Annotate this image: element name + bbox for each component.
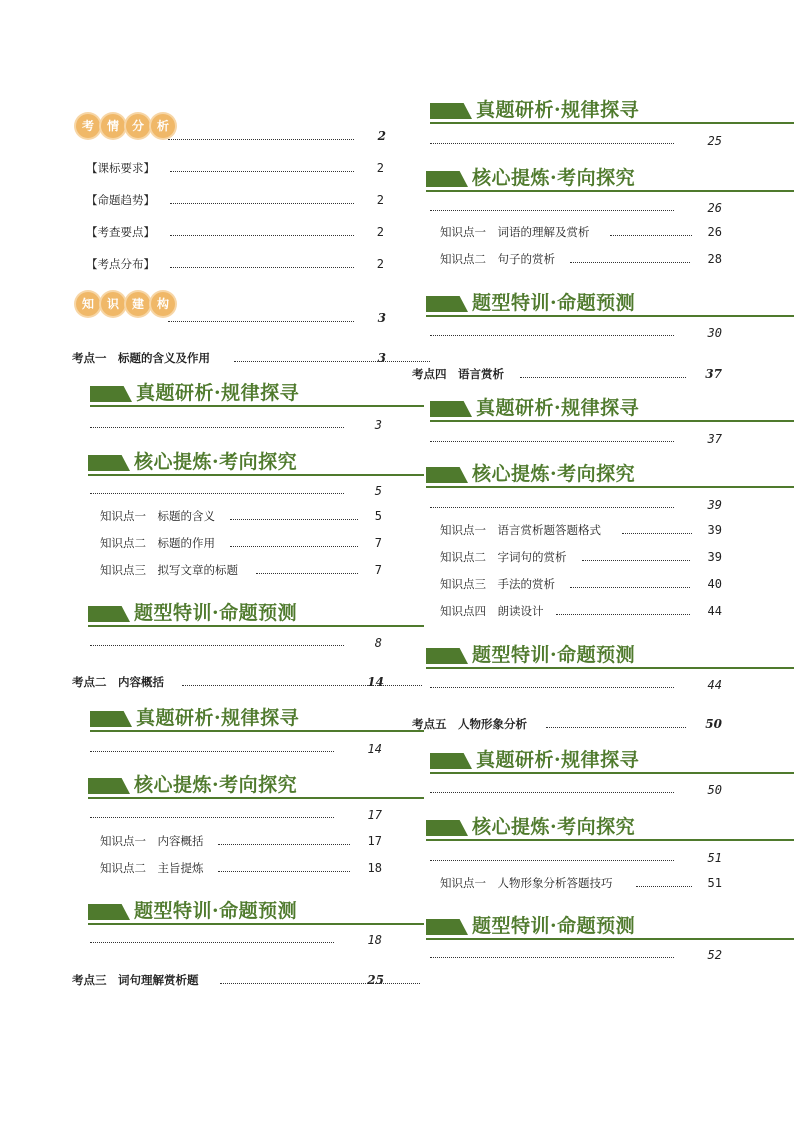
banner-page-row (430, 783, 724, 799)
banner-title: 核心提炼·考向探究 (134, 774, 298, 796)
leader-dots (430, 209, 674, 211)
leader-dots (90, 750, 334, 752)
page-number: 50 (705, 717, 722, 731)
toc-kaodian-4[interactable] (412, 366, 724, 382)
section-banner[interactable] (426, 913, 794, 941)
leader-dots (430, 956, 674, 958)
banner-shape (430, 401, 472, 417)
toc-kaodian-1[interactable] (72, 350, 386, 366)
banner-title: 真题研析·规律探寻 (136, 707, 300, 729)
leader-dots (218, 843, 350, 845)
leader-dots (610, 234, 692, 236)
entry-label: 考点三 词句理解赏析题 (72, 973, 199, 987)
banner-rule (88, 625, 424, 627)
page-number: 14 (367, 742, 382, 756)
page-number: 44 (707, 604, 722, 618)
section-banner[interactable] (426, 642, 794, 670)
section-banner[interactable] (426, 165, 794, 193)
section-banner[interactable] (88, 600, 424, 628)
banner-title: 核心提炼·考向探究 (134, 451, 298, 473)
banner-page-row (90, 484, 384, 500)
leader-dots (182, 684, 422, 686)
leader-dots (256, 572, 358, 574)
entry-label: 知识点二 主旨提炼 (100, 861, 204, 875)
leader-dots (430, 506, 674, 508)
entry-label: 知识点三 拟写文章的标题 (100, 563, 238, 577)
entry-label: 知识点二 字词句的赏析 (440, 550, 567, 564)
page-number: 39 (707, 498, 722, 512)
entry-label: 【考点分布】 (86, 257, 155, 271)
page-number: 25 (367, 973, 384, 987)
page-number: 5 (374, 509, 382, 523)
page-number: 3 (377, 311, 386, 325)
toc-entry[interactable] (86, 224, 386, 240)
banner-page-row (90, 742, 384, 758)
leader-dots (170, 266, 354, 268)
entry-label: 考点一 标题的含义及作用 (72, 351, 210, 365)
leader-dots (220, 982, 420, 984)
banner-rule (430, 420, 794, 422)
entry-label: 知识点一 标题的含义 (100, 509, 215, 523)
banner-shape (88, 904, 130, 920)
page-number: 2 (376, 225, 384, 239)
banner-shape (88, 778, 130, 794)
page-number: 7 (374, 563, 382, 577)
page-number: 2 (376, 161, 384, 175)
banner-page-row (430, 948, 724, 964)
section-banner[interactable] (430, 97, 794, 125)
toc-entry-kaoqing[interactable] (168, 128, 386, 144)
badge-char: 情 (101, 114, 125, 138)
badge-char: 知 (76, 292, 100, 316)
banner-title: 题型特训·命题预测 (472, 915, 636, 937)
page-number: 40 (707, 577, 722, 591)
entry-label: 考点五 人物形象分析 (412, 717, 527, 731)
banner-page-row (430, 134, 724, 150)
banner-title: 核心提炼·考向探究 (472, 167, 636, 189)
entry-label: 【考查要点】 (86, 225, 155, 239)
page-number: 2 (376, 257, 384, 271)
entry-label: 【课标要求】 (86, 161, 155, 175)
banner-shape (426, 296, 468, 312)
banner-page-row (430, 851, 724, 867)
banner-title: 题型特训·命题预测 (134, 900, 298, 922)
toc-entry[interactable] (86, 256, 386, 272)
banner-rule (430, 772, 794, 774)
banner-rule (426, 839, 794, 841)
leader-dots (622, 532, 692, 534)
page-number: 8 (374, 636, 382, 650)
toc-entry[interactable] (440, 522, 724, 538)
banner-page-row (90, 636, 384, 652)
toc-entry[interactable] (440, 224, 724, 240)
banner-page-row (90, 933, 384, 949)
page-number: 17 (367, 808, 382, 822)
section-banner[interactable] (430, 747, 794, 775)
leader-dots (168, 320, 354, 322)
banner-shape (90, 711, 132, 727)
entry-label: 知识点一 内容概括 (100, 834, 204, 848)
banner-page-row (430, 678, 724, 694)
toc-entry[interactable] (440, 251, 724, 267)
page-number: 50 (707, 783, 722, 797)
leader-dots (234, 360, 430, 362)
leader-dots (430, 142, 674, 144)
page-number: 30 (707, 326, 722, 340)
banner-rule (88, 797, 424, 799)
banner-shape (430, 753, 472, 769)
banner-title: 题型特训·命题预测 (134, 602, 298, 624)
toc-entry[interactable] (86, 192, 386, 208)
banner-title: 题型特训·命题预测 (472, 644, 636, 666)
banner-rule (426, 486, 794, 488)
page-number: 18 (367, 933, 382, 947)
banner-title: 核心提炼·考向探究 (472, 463, 636, 485)
leader-dots (230, 518, 358, 520)
toc-entry[interactable] (100, 860, 386, 876)
banner-shape (90, 386, 132, 402)
section-banner[interactable] (426, 461, 794, 489)
page-number: 39 (707, 523, 722, 537)
banner-rule (88, 474, 424, 476)
section-banner[interactable] (430, 395, 794, 423)
banner-shape (430, 103, 472, 119)
banner-page-row (90, 808, 384, 824)
banner-rule (426, 315, 794, 317)
entry-label: 知识点一 语言赏析题答题格式 (440, 523, 601, 537)
entry-label: 知识点四 朗读设计 (440, 604, 544, 618)
page-number: 44 (707, 678, 722, 692)
banner-rule (426, 938, 794, 940)
toc-entry[interactable] (100, 833, 386, 849)
page-number: 25 (707, 134, 722, 148)
leader-dots (90, 644, 344, 646)
leader-dots (170, 170, 354, 172)
section-banner[interactable] (88, 772, 424, 800)
zhishi-badges (76, 292, 175, 316)
leader-dots (218, 870, 350, 872)
badge-char: 析 (151, 114, 175, 138)
section-banner[interactable] (90, 705, 424, 733)
page-number: 52 (707, 948, 722, 962)
banner-title: 真题研析·规律探寻 (476, 749, 640, 771)
toc-entry[interactable] (86, 160, 386, 176)
toc-entry[interactable] (100, 508, 386, 524)
entry-label: 知识点一 词语的理解及赏析 (440, 225, 590, 239)
banner-page-row (430, 498, 724, 514)
leader-dots (430, 440, 674, 442)
banner-rule (426, 667, 794, 669)
banner-shape (88, 606, 130, 622)
leader-dots (230, 545, 358, 547)
entry-label: 知识点三 手法的赏析 (440, 577, 555, 591)
section-banner[interactable] (88, 449, 424, 477)
leader-dots (90, 941, 334, 943)
toc-entry-zhishi[interactable] (168, 310, 386, 326)
section-banner[interactable] (88, 898, 424, 926)
leader-dots (430, 859, 674, 861)
leader-dots (520, 376, 686, 378)
page-number: 7 (374, 536, 382, 550)
section-banner[interactable] (90, 380, 424, 408)
leader-dots (430, 686, 674, 688)
banner-rule (426, 190, 794, 192)
badge-char: 考 (76, 114, 100, 138)
leader-dots (570, 261, 690, 263)
toc-kaodian-3[interactable] (72, 972, 386, 988)
toc-entry[interactable] (440, 549, 724, 565)
toc-entry[interactable] (100, 535, 386, 551)
leader-dots (546, 726, 686, 728)
leader-dots (430, 791, 674, 793)
leader-dots (170, 234, 354, 236)
section-banner[interactable] (426, 814, 794, 842)
entry-label: 【命题趋势】 (86, 193, 155, 207)
badge-char: 分 (126, 114, 150, 138)
banner-shape (426, 171, 468, 187)
entry-label: 知识点一 人物形象分析答题技巧 (440, 876, 613, 890)
leader-dots (582, 559, 690, 561)
page-number: 39 (707, 550, 722, 564)
toc-entry[interactable] (100, 562, 386, 578)
leader-dots (430, 334, 674, 336)
badge-char: 建 (126, 292, 150, 316)
toc-kaodian-5[interactable] (412, 716, 724, 732)
section-banner[interactable] (426, 290, 794, 318)
banner-title: 真题研析·规律探寻 (476, 397, 640, 419)
entry-label: 考点四 语言赏析 (412, 367, 504, 381)
toc-kaodian-2[interactable] (72, 674, 386, 690)
banner-rule (90, 405, 424, 407)
leader-dots (90, 426, 344, 428)
banner-shape (426, 919, 468, 935)
banner-title: 核心提炼·考向探究 (472, 816, 636, 838)
banner-rule (90, 730, 424, 732)
banner-title: 真题研析·规律探寻 (476, 99, 640, 121)
page-number: 5 (374, 484, 382, 498)
leader-dots (170, 202, 354, 204)
page-number: 26 (707, 201, 722, 215)
page-number: 2 (377, 129, 386, 143)
page-number: 37 (705, 367, 722, 381)
page-number: 2 (376, 193, 384, 207)
toc-entry[interactable] (440, 603, 724, 619)
banner-shape (88, 455, 130, 471)
page-number: 26 (707, 225, 722, 239)
entry-label: 知识点二 句子的赏析 (440, 252, 555, 266)
page-number: 51 (707, 851, 722, 865)
banner-page-row (90, 418, 384, 434)
leader-dots (636, 885, 692, 887)
leader-dots (90, 492, 344, 494)
badge-char: 识 (101, 292, 125, 316)
banner-title: 真题研析·规律探寻 (136, 382, 300, 404)
banner-page-row (430, 326, 724, 342)
banner-rule (430, 122, 794, 124)
leader-dots (168, 138, 354, 140)
kaoqing-badges (76, 114, 175, 138)
banner-shape (426, 820, 468, 836)
page-number: 3 (374, 418, 382, 432)
banner-shape (426, 648, 468, 664)
banner-rule (88, 923, 424, 925)
page-number: 37 (707, 432, 722, 446)
toc-entry[interactable] (440, 576, 724, 592)
entry-label: 考点二 内容概括 (72, 675, 164, 689)
page-number: 28 (707, 252, 722, 266)
leader-dots (570, 586, 690, 588)
page-number: 51 (707, 876, 722, 890)
leader-dots (90, 816, 334, 818)
page-number: 17 (367, 834, 382, 848)
page-number: 18 (367, 861, 382, 875)
leader-dots (556, 613, 690, 615)
page-number: 3 (377, 351, 386, 365)
banner-page-row (430, 201, 724, 217)
banner-page-row (430, 432, 724, 448)
banner-shape (426, 467, 468, 483)
banner-title: 题型特训·命题预测 (472, 292, 636, 314)
toc-entry[interactable] (440, 875, 724, 891)
badge-char: 构 (151, 292, 175, 316)
entry-label: 知识点二 标题的作用 (100, 536, 215, 550)
page-number: 14 (367, 675, 384, 689)
